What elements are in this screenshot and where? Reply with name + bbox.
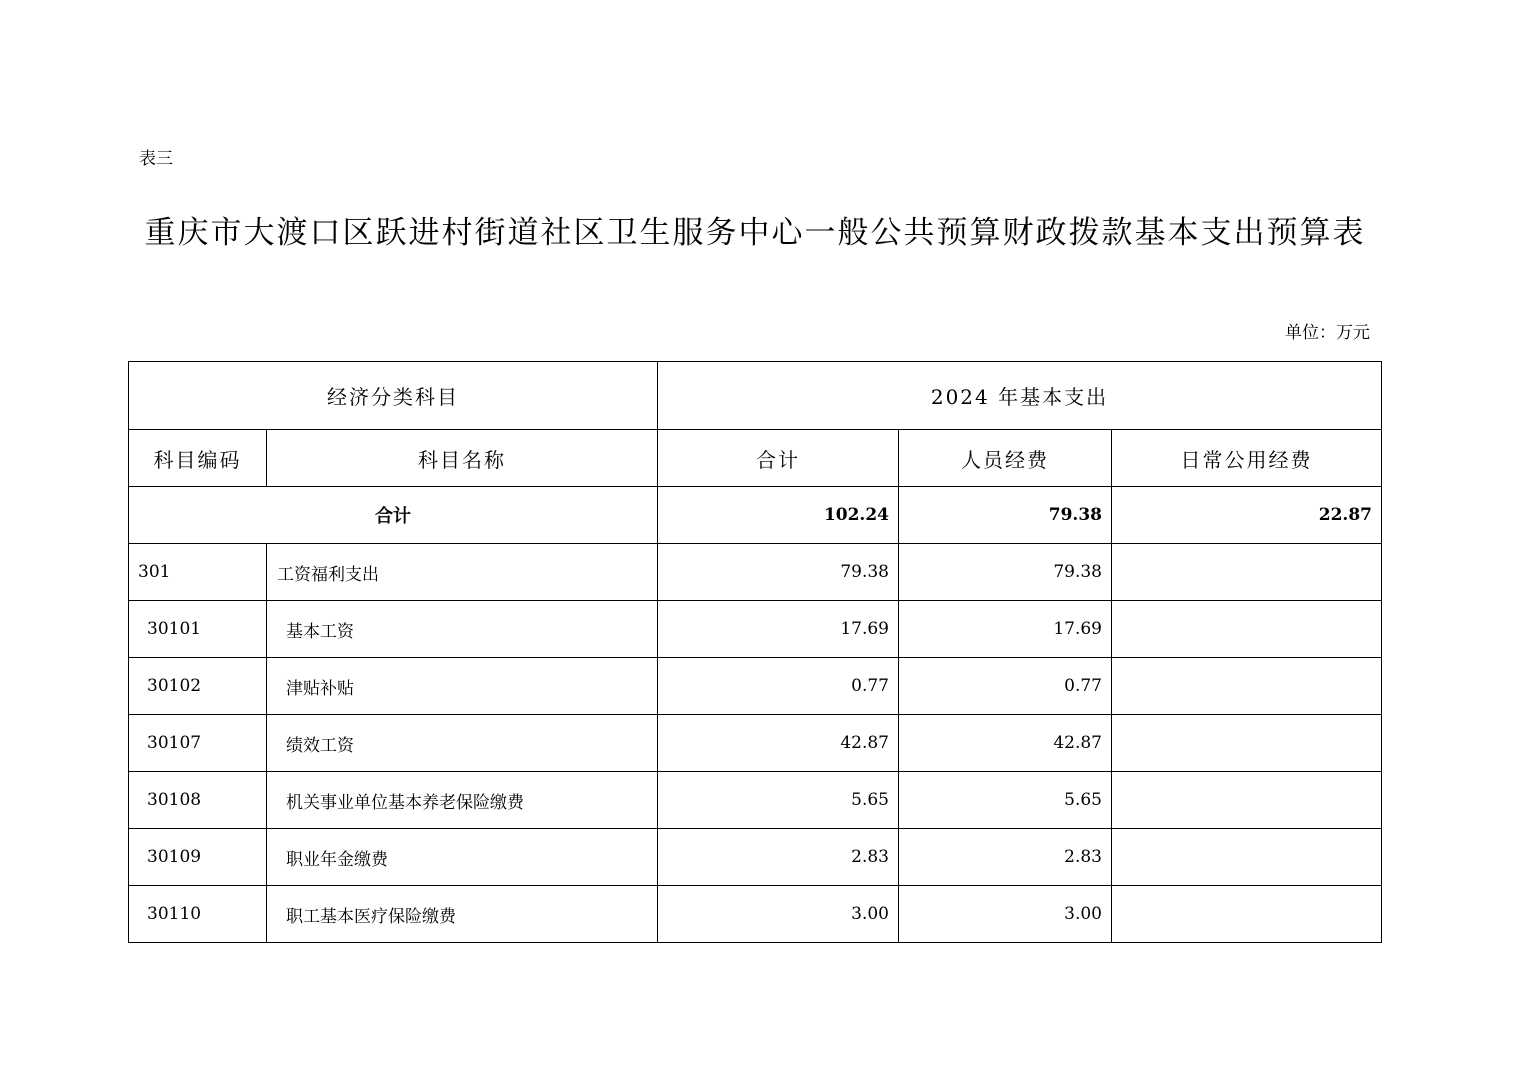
summary-row bbox=[129, 487, 1382, 544]
header-public: 日常公用经费 bbox=[1112, 430, 1382, 487]
table-row bbox=[129, 715, 1382, 772]
row-personnel: 42.87 bbox=[899, 715, 1112, 772]
row-code: 301 bbox=[129, 544, 267, 601]
row-total: 2.83 bbox=[658, 829, 899, 886]
row-public bbox=[1112, 772, 1382, 829]
table-row bbox=[129, 829, 1382, 886]
row-public bbox=[1112, 886, 1382, 943]
document-title: 重庆市大渡口区跃进村街道社区卫生服务中心一般公共预算财政拨款基本支出预算表 bbox=[144, 215, 1366, 251]
summary-public: 22.87 bbox=[1112, 487, 1382, 544]
row-code: 30108 bbox=[129, 772, 267, 829]
header-econ-category: 经济分类科目 bbox=[129, 362, 658, 430]
row-personnel: 3.00 bbox=[899, 886, 1112, 943]
row-public bbox=[1112, 658, 1382, 715]
row-name: 机关事业单位基本养老保险缴费 bbox=[267, 772, 658, 829]
row-personnel: 0.77 bbox=[899, 658, 1112, 715]
row-public bbox=[1112, 715, 1382, 772]
row-name: 职工基本医疗保险缴费 bbox=[267, 886, 658, 943]
row-name: 工资福利支出 bbox=[267, 544, 658, 601]
header-row-1 bbox=[129, 362, 1382, 430]
row-personnel: 79.38 bbox=[899, 544, 1112, 601]
table-label: 表三 bbox=[139, 149, 173, 169]
row-code: 30102 bbox=[129, 658, 267, 715]
row-personnel: 5.65 bbox=[899, 772, 1112, 829]
summary-personnel: 79.38 bbox=[899, 487, 1112, 544]
row-total: 42.87 bbox=[658, 715, 899, 772]
row-code: 30109 bbox=[129, 829, 267, 886]
row-total: 79.38 bbox=[658, 544, 899, 601]
row-personnel: 17.69 bbox=[899, 601, 1112, 658]
row-public bbox=[1112, 829, 1382, 886]
row-public bbox=[1112, 601, 1382, 658]
table-row bbox=[129, 772, 1382, 829]
row-public bbox=[1112, 544, 1382, 601]
row-personnel: 2.83 bbox=[899, 829, 1112, 886]
header-personnel: 人员经费 bbox=[899, 430, 1112, 487]
header-total: 合计 bbox=[658, 430, 899, 487]
row-code: 30107 bbox=[129, 715, 267, 772]
header-basic-expense: 2024 年基本支出 bbox=[658, 362, 1382, 430]
table-row bbox=[129, 886, 1382, 943]
summary-total: 102.24 bbox=[658, 487, 899, 544]
row-total: 17.69 bbox=[658, 601, 899, 658]
budget-table bbox=[128, 361, 1382, 943]
row-total: 5.65 bbox=[658, 772, 899, 829]
table-row bbox=[129, 544, 1382, 601]
row-name: 绩效工资 bbox=[267, 715, 658, 772]
table-row bbox=[129, 601, 1382, 658]
row-code: 30101 bbox=[129, 601, 267, 658]
row-code: 30110 bbox=[129, 886, 267, 943]
row-total: 0.77 bbox=[658, 658, 899, 715]
table-row bbox=[129, 658, 1382, 715]
header-name: 科目名称 bbox=[267, 430, 658, 487]
header-row-2 bbox=[129, 430, 1382, 487]
unit-label: 单位：万元 bbox=[1285, 323, 1370, 343]
row-name: 津贴补贴 bbox=[267, 658, 658, 715]
row-name: 职业年金缴费 bbox=[267, 829, 658, 886]
row-name: 基本工资 bbox=[267, 601, 658, 658]
summary-label: 合计 bbox=[129, 487, 658, 544]
row-total: 3.00 bbox=[658, 886, 899, 943]
header-code: 科目编码 bbox=[129, 430, 267, 487]
